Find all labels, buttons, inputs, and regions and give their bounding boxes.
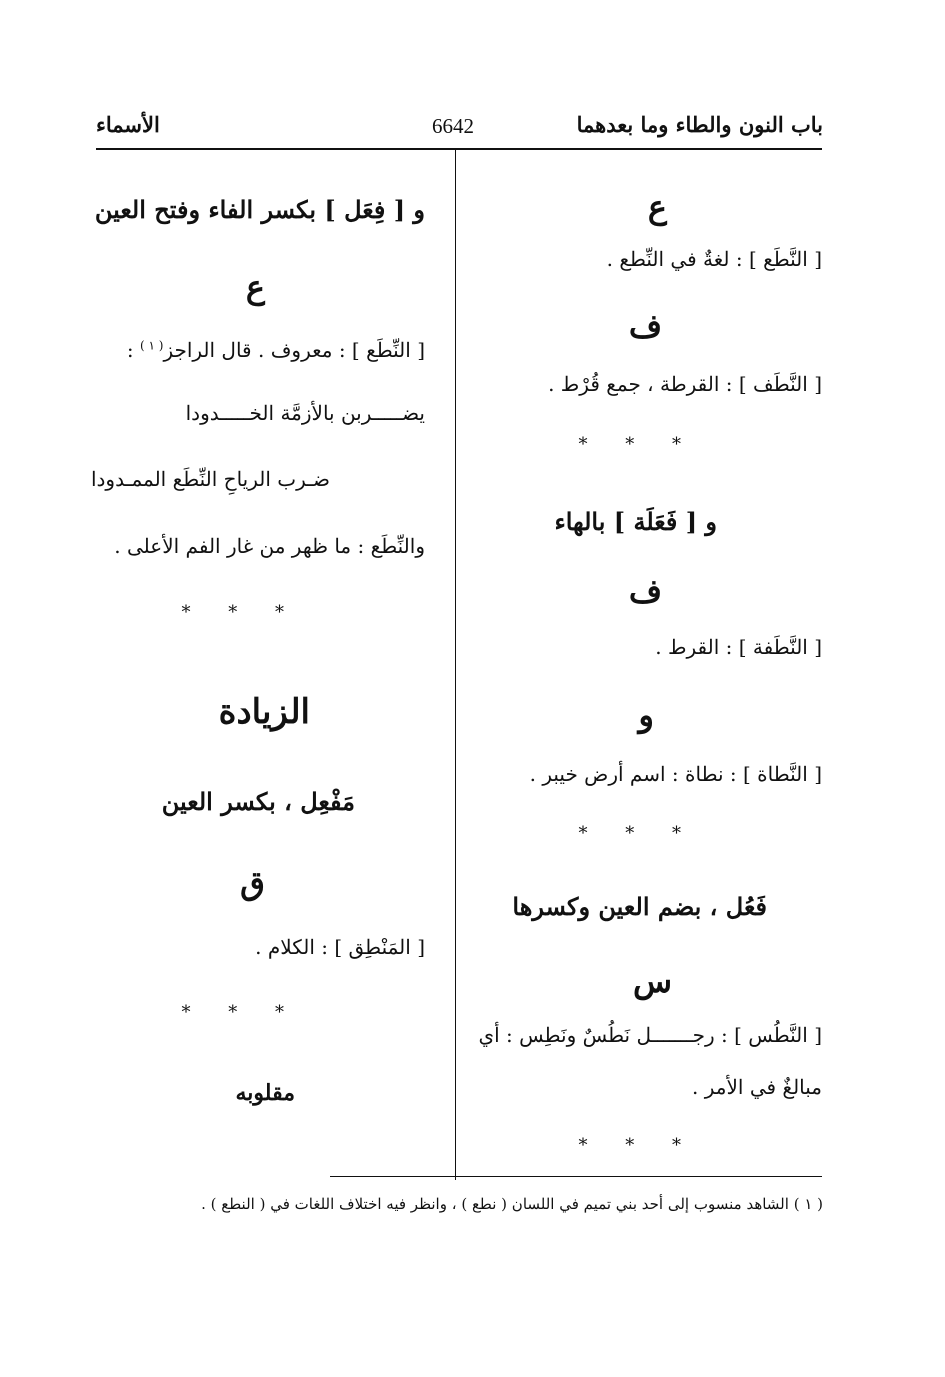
letter-heading-fa-2: ف bbox=[628, 572, 662, 610]
separator-stars: * * * bbox=[578, 1135, 697, 1156]
section-heading-fial: و [ فِعَل ] بكسر الفاء وفتح العين bbox=[94, 195, 425, 224]
entry-mantiq: [ المَنْطِق ] : الكلام . bbox=[255, 935, 425, 959]
letter-heading-sin: س bbox=[632, 962, 672, 1000]
verse-line-1: يضـــــربن بالأزمَّة الخـــــدودا bbox=[185, 401, 425, 425]
separator-stars: * * * bbox=[181, 1002, 300, 1023]
entry-nuts-line2: مبالغٌ في الأمر . bbox=[692, 1075, 822, 1099]
title-ziyada: الزيادة bbox=[218, 692, 310, 732]
running-header-section: الأسماء bbox=[96, 112, 160, 137]
letter-heading-waw: و bbox=[638, 696, 654, 734]
maqlub-heading: مقلوبه bbox=[235, 1080, 295, 1106]
separator-stars: * * * bbox=[578, 823, 697, 844]
letter-heading-fa: ف bbox=[628, 307, 662, 345]
left-column bbox=[0, 150, 425, 1170]
verse-line-2: ضـرب الرياحِ النِّطَع الممـدودا bbox=[90, 467, 330, 491]
footnote: ( ١ ) الشاهد منسوب إلى أحد بني تميم في اللسان ( نطع ) ، وانظر فيه اختلاف اللغات في ( النطع ) . bbox=[201, 1195, 823, 1213]
entry-nita-colon: : bbox=[126, 338, 134, 362]
separator-stars: * * * bbox=[578, 434, 697, 455]
entry-natat: [ النَّطاة ] : نطاة : اسم أرض خيبر . bbox=[529, 762, 822, 786]
entry-nata: [ النَّطَع ] : لغةٌ في النِّطع . bbox=[606, 247, 822, 271]
entry-natf: [ النَّطَف ] : القرطة ، جمع قُرْط . bbox=[548, 372, 822, 396]
entry-nita-text: [ النِّطَع ] : معروف . قال الراجز bbox=[163, 338, 425, 362]
column-divider bbox=[455, 150, 456, 1180]
footnote-marker: ( ١ ) bbox=[139, 338, 164, 353]
letter-heading-qaf: ق bbox=[240, 864, 265, 902]
running-header-chapter: باب النون والطاء وما بعدهما bbox=[576, 112, 823, 137]
letter-heading-ain: ع bbox=[245, 268, 265, 306]
separator-stars: * * * bbox=[181, 602, 300, 623]
entry-nuts-line1: [ النَّطُس ] : رجـــــــل نَطُسٌ ونَطِس : أي bbox=[478, 1023, 822, 1047]
section-heading-faala: و [ فَعَلَة ] بالهاء bbox=[554, 507, 717, 536]
entry-nita-definition: والنِّطَع : ما ظهر من غار الفم الأعلى . bbox=[114, 534, 425, 558]
section-heading-mafil: مَفْعِل ، بكسر العين bbox=[161, 787, 355, 816]
right-column bbox=[460, 150, 822, 1170]
entry-nita bbox=[127, 338, 425, 362]
page-number: 6642 bbox=[432, 114, 474, 138]
entry-natafa: [ النَّطَفة ] : القرط . bbox=[655, 635, 822, 659]
footnote-rule bbox=[330, 1176, 822, 1177]
letter-heading-ain: ع bbox=[647, 188, 667, 226]
section-heading-fauil: فَعُل ، بضم العين وكسرها bbox=[512, 892, 767, 921]
